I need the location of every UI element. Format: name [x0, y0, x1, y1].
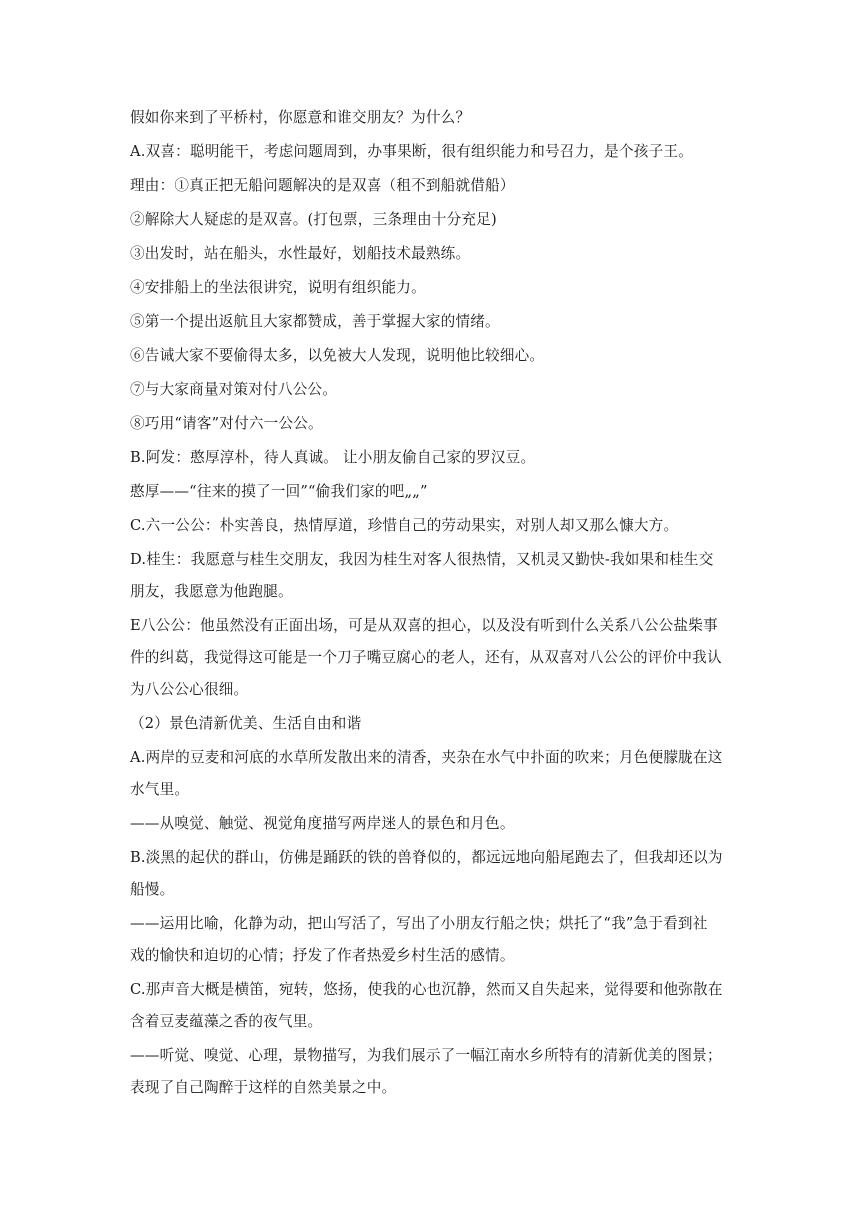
text-line: B.淡黑的起伏的群山，仿佛是踊跃的铁的兽脊似的，都远远地向船尾跑去了，但我却还以为 — [130, 849, 723, 866]
text-line: E八公公：他虽然没有正面出场，可是从双喜的担心，以及没有听到什么关系八公公盐柴事 — [130, 617, 718, 634]
paragraph — [130, 914, 730, 966]
text-line: 表现了自己陶醉于这样的自然美景之中。 — [130, 1079, 397, 1096]
text-line: 水气里。 — [130, 781, 190, 798]
text-line: C.六一公公：朴实善良，热情厚道，珍惜自己的劳动果实，对别人却又那么慷大方。 — [130, 517, 679, 534]
paragraph — [130, 414, 730, 434]
text-line: ⑥告诫大家不要偷得太多，以免被大人发现，说明他比较细心。 — [130, 347, 545, 364]
paragraph — [130, 448, 730, 468]
paragraph — [130, 616, 730, 700]
paragraph — [130, 142, 730, 162]
text-line: D.桂生：我愿意与桂生交朋友，我因为桂生对客人很热情，又机灵又勤快-我如果和桂生交 — [130, 551, 714, 568]
text-line: ④安排船上的坐法很讲究，说明有组织能力。 — [130, 279, 426, 296]
text-line: 理由：①真正把无船问题解决的是双喜（租不到船就借船） — [130, 177, 515, 194]
text-line: ③出发时，站在船头，水性最好，划船技术最熟练。 — [130, 245, 471, 262]
text-line: 船慢。 — [130, 881, 175, 898]
paragraph — [130, 980, 730, 1032]
text-line: ——运用比喻，化静为动，把山写活了，写出了小朋友行船之快；烘托了“我”急于看到社 — [130, 915, 708, 932]
text-line: A.双喜：聪明能干，考虑问题周到，办事果断，很有组织能力和号召力，是个孩子王。 — [130, 143, 693, 160]
text-line: ②解除大人疑虑的是双喜。(打包票，三条理由十分充足) — [130, 211, 497, 228]
text-line: 憨厚——“往来的摸了一回”“偷我们家的吧„„” — [130, 483, 428, 500]
text-line: ——听觉、嗅觉、心理，景物描写，为我们展示了一幅江南水乡所特有的清新优美的图景； — [130, 1047, 722, 1064]
paragraph — [130, 346, 730, 366]
paragraph — [130, 814, 730, 834]
paragraph — [130, 714, 730, 734]
paragraph — [130, 848, 730, 900]
text-line: 件的纠葛，我觉得这可能是一个刀子嘴豆腐心的老人，还有，从双喜对八公公的评价中我认 — [130, 649, 722, 666]
text-line: 含着豆麦蕴藻之香的夜气里。 — [130, 1013, 323, 1030]
text-line: A.两岸的豆麦和河底的水草所发散出来的清香，夹杂在水气中扑面的吹来；月色便朦胧在这 — [130, 749, 723, 766]
text-line: ⑦与大家商量对策对付八公公。 — [130, 381, 338, 398]
paragraph — [130, 550, 730, 602]
paragraph — [130, 1046, 730, 1098]
paragraph — [130, 108, 730, 128]
text-line: 假如你来到了平桥村，你愿意和谁交朋友？为什么？ — [130, 109, 471, 126]
paragraph — [130, 176, 730, 196]
paragraph — [130, 278, 730, 298]
paragraph — [130, 516, 730, 536]
text-line: ——从嗅觉、触觉、视觉角度描写两岸迷人的景色和月色。 — [130, 815, 515, 832]
paragraph — [130, 380, 730, 400]
paragraph — [130, 312, 730, 332]
document-body — [130, 108, 730, 1112]
text-line: C.那声音大概是横笛，宛转，悠扬，使我的心也沉静，然而又自失起来，觉得要和他弥散在 — [130, 981, 723, 998]
paragraph — [130, 244, 730, 264]
paragraph — [130, 482, 730, 502]
text-line: 戏的愉快和迫切的心情；抒发了作者热爱乡村生活的感情。 — [130, 947, 515, 964]
text-line: ⑧巧用“请客”对付六一公公。 — [130, 415, 323, 432]
text-line: 朋友，我愿意为他跑腿。 — [130, 583, 293, 600]
paragraph — [130, 210, 730, 230]
text-line: B.阿发：憨厚淳朴，待人真诚。 让小朋友偷自己家的罗汉豆。 — [130, 449, 536, 466]
text-line: 为八公公心很细。 — [130, 681, 249, 698]
text-line: ⑤第一个提出返航且大家都赞成，善于掌握大家的情绪。 — [130, 313, 500, 330]
text-line: （2）景色清新优美、生活自由和谐 — [130, 715, 362, 732]
paragraph — [130, 748, 730, 800]
